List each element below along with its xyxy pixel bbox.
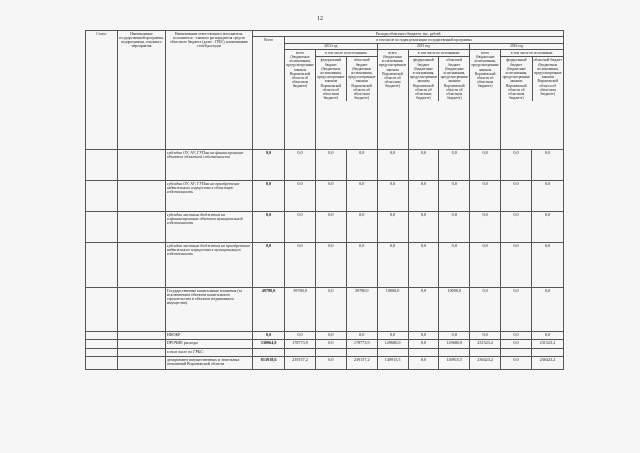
value-cell: 236423,2 bbox=[531, 357, 563, 370]
header-program: Наименование государственной программы, подпрограммы, основного мероприятия bbox=[117, 31, 165, 150]
value-cell: 231523,2 bbox=[470, 340, 501, 349]
total-value-cell: 530064,0 bbox=[253, 340, 285, 349]
header-2014-federal: федеральный бюджет (бюджетные ассигнования, предусмотренные законом Воронежской области об областном бюджете) bbox=[316, 57, 347, 101]
value-cell: 0,0 bbox=[377, 212, 408, 243]
row-label: субсидии ОУ, АУ, ГУПам на финансирование объектов областной собственности bbox=[165, 150, 252, 181]
header-expenses: Расходы областного бюджета, тыс. рублей bbox=[253, 31, 564, 37]
value-cell bbox=[439, 349, 470, 357]
table-row bbox=[86, 212, 564, 243]
value-cell: 10000,0 bbox=[439, 288, 470, 332]
total-value-cell: 0,0 bbox=[253, 243, 285, 288]
value-cell: 0,0 bbox=[346, 212, 377, 243]
status-cell bbox=[86, 150, 118, 181]
value-cell: 0,0 bbox=[470, 332, 501, 340]
table-row bbox=[86, 357, 564, 370]
header-2014-regional: областной бюджет (бюджетные ассигнования, предусмотренные законом Воронежской области об областном бюджете) bbox=[348, 58, 376, 101]
header-2015-federal: федеральный бюджет (бюджетные ассигнования, предусмотренные законом Воронежской области об областном бюджете) bbox=[409, 57, 440, 101]
total-value-cell: 813018,6 bbox=[253, 357, 285, 370]
header-2015-total: всего (бюджетные ассигнования, предусмотренные законом Воронежской области об областном бюджете) bbox=[377, 50, 408, 150]
value-cell: 0,0 bbox=[470, 243, 501, 288]
value-cell: 239157,2 bbox=[285, 357, 316, 370]
row-label: ПРОЧИЕ расходы bbox=[165, 340, 252, 349]
value-cell: 0,0 bbox=[377, 150, 408, 181]
value-cell: 39780,0 bbox=[346, 288, 377, 332]
total-value-cell bbox=[253, 349, 285, 357]
value-cell: 0,0 bbox=[531, 150, 563, 181]
value-cell: 0,0 bbox=[408, 150, 439, 181]
value-cell bbox=[470, 349, 501, 357]
value-cell: 0,0 bbox=[531, 288, 563, 332]
value-cell: 0,0 bbox=[501, 357, 532, 370]
value-cell: 0,0 bbox=[439, 243, 470, 288]
header-2014-incl: в том числе по источникам: bbox=[316, 50, 377, 57]
table-row bbox=[86, 349, 564, 357]
program-cell bbox=[117, 340, 165, 349]
value-cell: 0,0 bbox=[408, 243, 439, 288]
value-cell: 0,0 bbox=[285, 332, 316, 340]
header-2015-incl: в том числе по источникам: bbox=[409, 50, 470, 57]
value-cell: 0,0 bbox=[377, 332, 408, 340]
header-2016-regional: областной бюджет (бюджетные ассигнования, предусмотренные законом Воронежской области об областном бюджете) bbox=[533, 58, 562, 96]
row-label: Государственные капитальные вложения (за исключением объектов капитального строительства в объектов недвижимого имущества) bbox=[165, 288, 252, 332]
value-cell: 0,0 bbox=[501, 150, 532, 181]
value-cell bbox=[315, 349, 346, 357]
row-label: НИОКР bbox=[165, 332, 252, 340]
value-cell: 0,0 bbox=[408, 332, 439, 340]
header-2015: 2015 год bbox=[377, 43, 470, 49]
table-row bbox=[86, 288, 564, 332]
total-value-cell: 0,0 bbox=[253, 332, 285, 340]
budget-table bbox=[85, 30, 564, 370]
value-cell: 0,0 bbox=[315, 181, 346, 212]
header-2014-sources bbox=[315, 50, 377, 150]
value-cell: 0,0 bbox=[470, 212, 501, 243]
program-cell bbox=[117, 243, 165, 288]
program-cell bbox=[117, 357, 165, 370]
value-cell: 140915,5 bbox=[377, 357, 408, 370]
value-cell: 0,0 bbox=[315, 150, 346, 181]
value-cell: 0,0 bbox=[346, 150, 377, 181]
status-cell bbox=[86, 332, 118, 340]
value-cell: 0,0 bbox=[470, 150, 501, 181]
value-cell: 239157,2 bbox=[346, 357, 377, 370]
value-cell: 0,0 bbox=[501, 288, 532, 332]
value-cell: 0,0 bbox=[439, 150, 470, 181]
value-cell: 0,0 bbox=[501, 181, 532, 212]
value-cell: 0,0 bbox=[408, 340, 439, 349]
value-cell: 0,0 bbox=[285, 243, 316, 288]
status-cell bbox=[86, 212, 118, 243]
status-cell bbox=[86, 243, 118, 288]
value-cell: 0,0 bbox=[501, 243, 532, 288]
table-row bbox=[86, 150, 564, 181]
value-cell: 0,0 bbox=[470, 181, 501, 212]
status-cell bbox=[86, 288, 118, 332]
total-value-cell: 0,0 bbox=[253, 212, 285, 243]
header-status: Статус bbox=[86, 31, 118, 150]
header-2016: 2016 год bbox=[470, 43, 564, 49]
value-cell: 0,0 bbox=[408, 212, 439, 243]
value-cell: 0,0 bbox=[315, 243, 346, 288]
header-2014: 2014 год bbox=[285, 43, 378, 49]
value-cell bbox=[346, 349, 377, 357]
program-cell bbox=[117, 288, 165, 332]
value-cell bbox=[408, 349, 439, 357]
status-cell bbox=[86, 340, 118, 349]
program-cell bbox=[117, 332, 165, 340]
header-2014-total: всего (бюджетные ассигнования, предусмотренные законом Воронежской области об областном бюджете) bbox=[285, 50, 316, 150]
value-cell: 0,0 bbox=[346, 243, 377, 288]
program-cell bbox=[117, 150, 165, 181]
status-cell bbox=[86, 349, 118, 357]
value-cell: 129680,0 bbox=[377, 340, 408, 349]
status-cell bbox=[86, 181, 118, 212]
value-cell: 0,0 bbox=[439, 181, 470, 212]
value-cell: 178773,9 bbox=[285, 340, 316, 349]
value-cell: 0,0 bbox=[501, 212, 532, 243]
value-cell: 0,0 bbox=[315, 212, 346, 243]
header-2016-incl: в том числе по источникам: bbox=[501, 50, 563, 57]
value-cell bbox=[531, 349, 563, 357]
program-cell bbox=[117, 212, 165, 243]
row-label: субсидии ОУ, АУ, ГУПам на приобретение недвижимого имущества в областную собственность bbox=[165, 181, 252, 212]
header-2016-federal: федеральный бюджет (бюджетные ассигнования, предусмотренные законом Воронежской области об областном бюджете) bbox=[501, 57, 532, 101]
value-cell: 0,0 bbox=[285, 150, 316, 181]
header-total: Всего bbox=[253, 37, 285, 150]
value-cell: 140915,5 bbox=[439, 357, 470, 370]
row-label: субсидии местным бюджетам на софинансирование объектов муниципальной собственности bbox=[165, 212, 252, 243]
value-cell: 0,0 bbox=[377, 181, 408, 212]
value-cell: 0,0 bbox=[531, 212, 563, 243]
header-2016-total: всего (бюджетные ассигнования, предусмотренные законом Воронежской области об областном бюджете) bbox=[470, 50, 501, 150]
value-cell: 178773,9 bbox=[346, 340, 377, 349]
value-cell: 0,0 bbox=[439, 212, 470, 243]
value-cell: 0,0 bbox=[408, 357, 439, 370]
value-cell: 0,0 bbox=[531, 181, 563, 212]
value-cell: 231523,2 bbox=[531, 340, 563, 349]
value-cell: 0,0 bbox=[531, 243, 563, 288]
header-2015-regional: областной бюджет (бюджетные ассигнования, предусмотренные законом Воронежской области об областном бюджете) bbox=[440, 58, 468, 101]
value-cell: 0,0 bbox=[346, 332, 377, 340]
header-executor: Наименование ответственного исполнителя, исполнителя - главного распорядителя средств областного бюджета (далее - ГРБС), наименование статей расходов bbox=[165, 31, 252, 150]
row-label: субсидии местным бюджетам на приобретение недвижимого имущества в муниципальную собственность bbox=[165, 243, 252, 288]
table-row bbox=[86, 340, 564, 349]
value-cell: 0,0 bbox=[439, 332, 470, 340]
table-row bbox=[86, 243, 564, 288]
total-value-cell: 0,0 bbox=[253, 150, 285, 181]
header-2016-sources bbox=[501, 50, 564, 150]
value-cell: 0,0 bbox=[346, 181, 377, 212]
value-cell: 0,0 bbox=[408, 288, 439, 332]
value-cell: 10000,0 bbox=[377, 288, 408, 332]
value-cell: 0,0 bbox=[315, 340, 346, 349]
total-value-cell: 49780,0 bbox=[253, 288, 285, 332]
value-cell: 0,0 bbox=[315, 332, 346, 340]
header-2015-sources bbox=[408, 50, 470, 150]
value-cell: 0,0 bbox=[285, 181, 316, 212]
value-cell: 0,0 bbox=[531, 332, 563, 340]
value-cell bbox=[377, 349, 408, 357]
value-cell: 0,0 bbox=[285, 212, 316, 243]
row-label: департамент имущественных и земельных отношений Воронежской области bbox=[165, 357, 252, 370]
value-cell: 0,0 bbox=[501, 340, 532, 349]
value-cell: 0,0 bbox=[501, 332, 532, 340]
value-cell: 0,0 bbox=[470, 288, 501, 332]
table-row bbox=[86, 332, 564, 340]
header-incl-years: в том числе по годам реализации государственной программы bbox=[285, 37, 564, 43]
value-cell bbox=[501, 349, 532, 357]
table-row bbox=[86, 181, 564, 212]
row-label: в том числе по ГРБС: bbox=[165, 349, 252, 357]
total-value-cell: 0,0 bbox=[253, 181, 285, 212]
value-cell bbox=[285, 349, 316, 357]
program-cell bbox=[117, 181, 165, 212]
program-cell bbox=[117, 349, 165, 357]
value-cell: 39780,0 bbox=[285, 288, 316, 332]
value-cell: 0,0 bbox=[408, 181, 439, 212]
value-cell: 129680,0 bbox=[439, 340, 470, 349]
page-number: 12 bbox=[317, 16, 323, 22]
value-cell: 0,0 bbox=[377, 243, 408, 288]
value-cell: 0,0 bbox=[315, 288, 346, 332]
value-cell: 0,0 bbox=[315, 357, 346, 370]
value-cell: 236423,2 bbox=[470, 357, 501, 370]
status-cell bbox=[86, 357, 118, 370]
